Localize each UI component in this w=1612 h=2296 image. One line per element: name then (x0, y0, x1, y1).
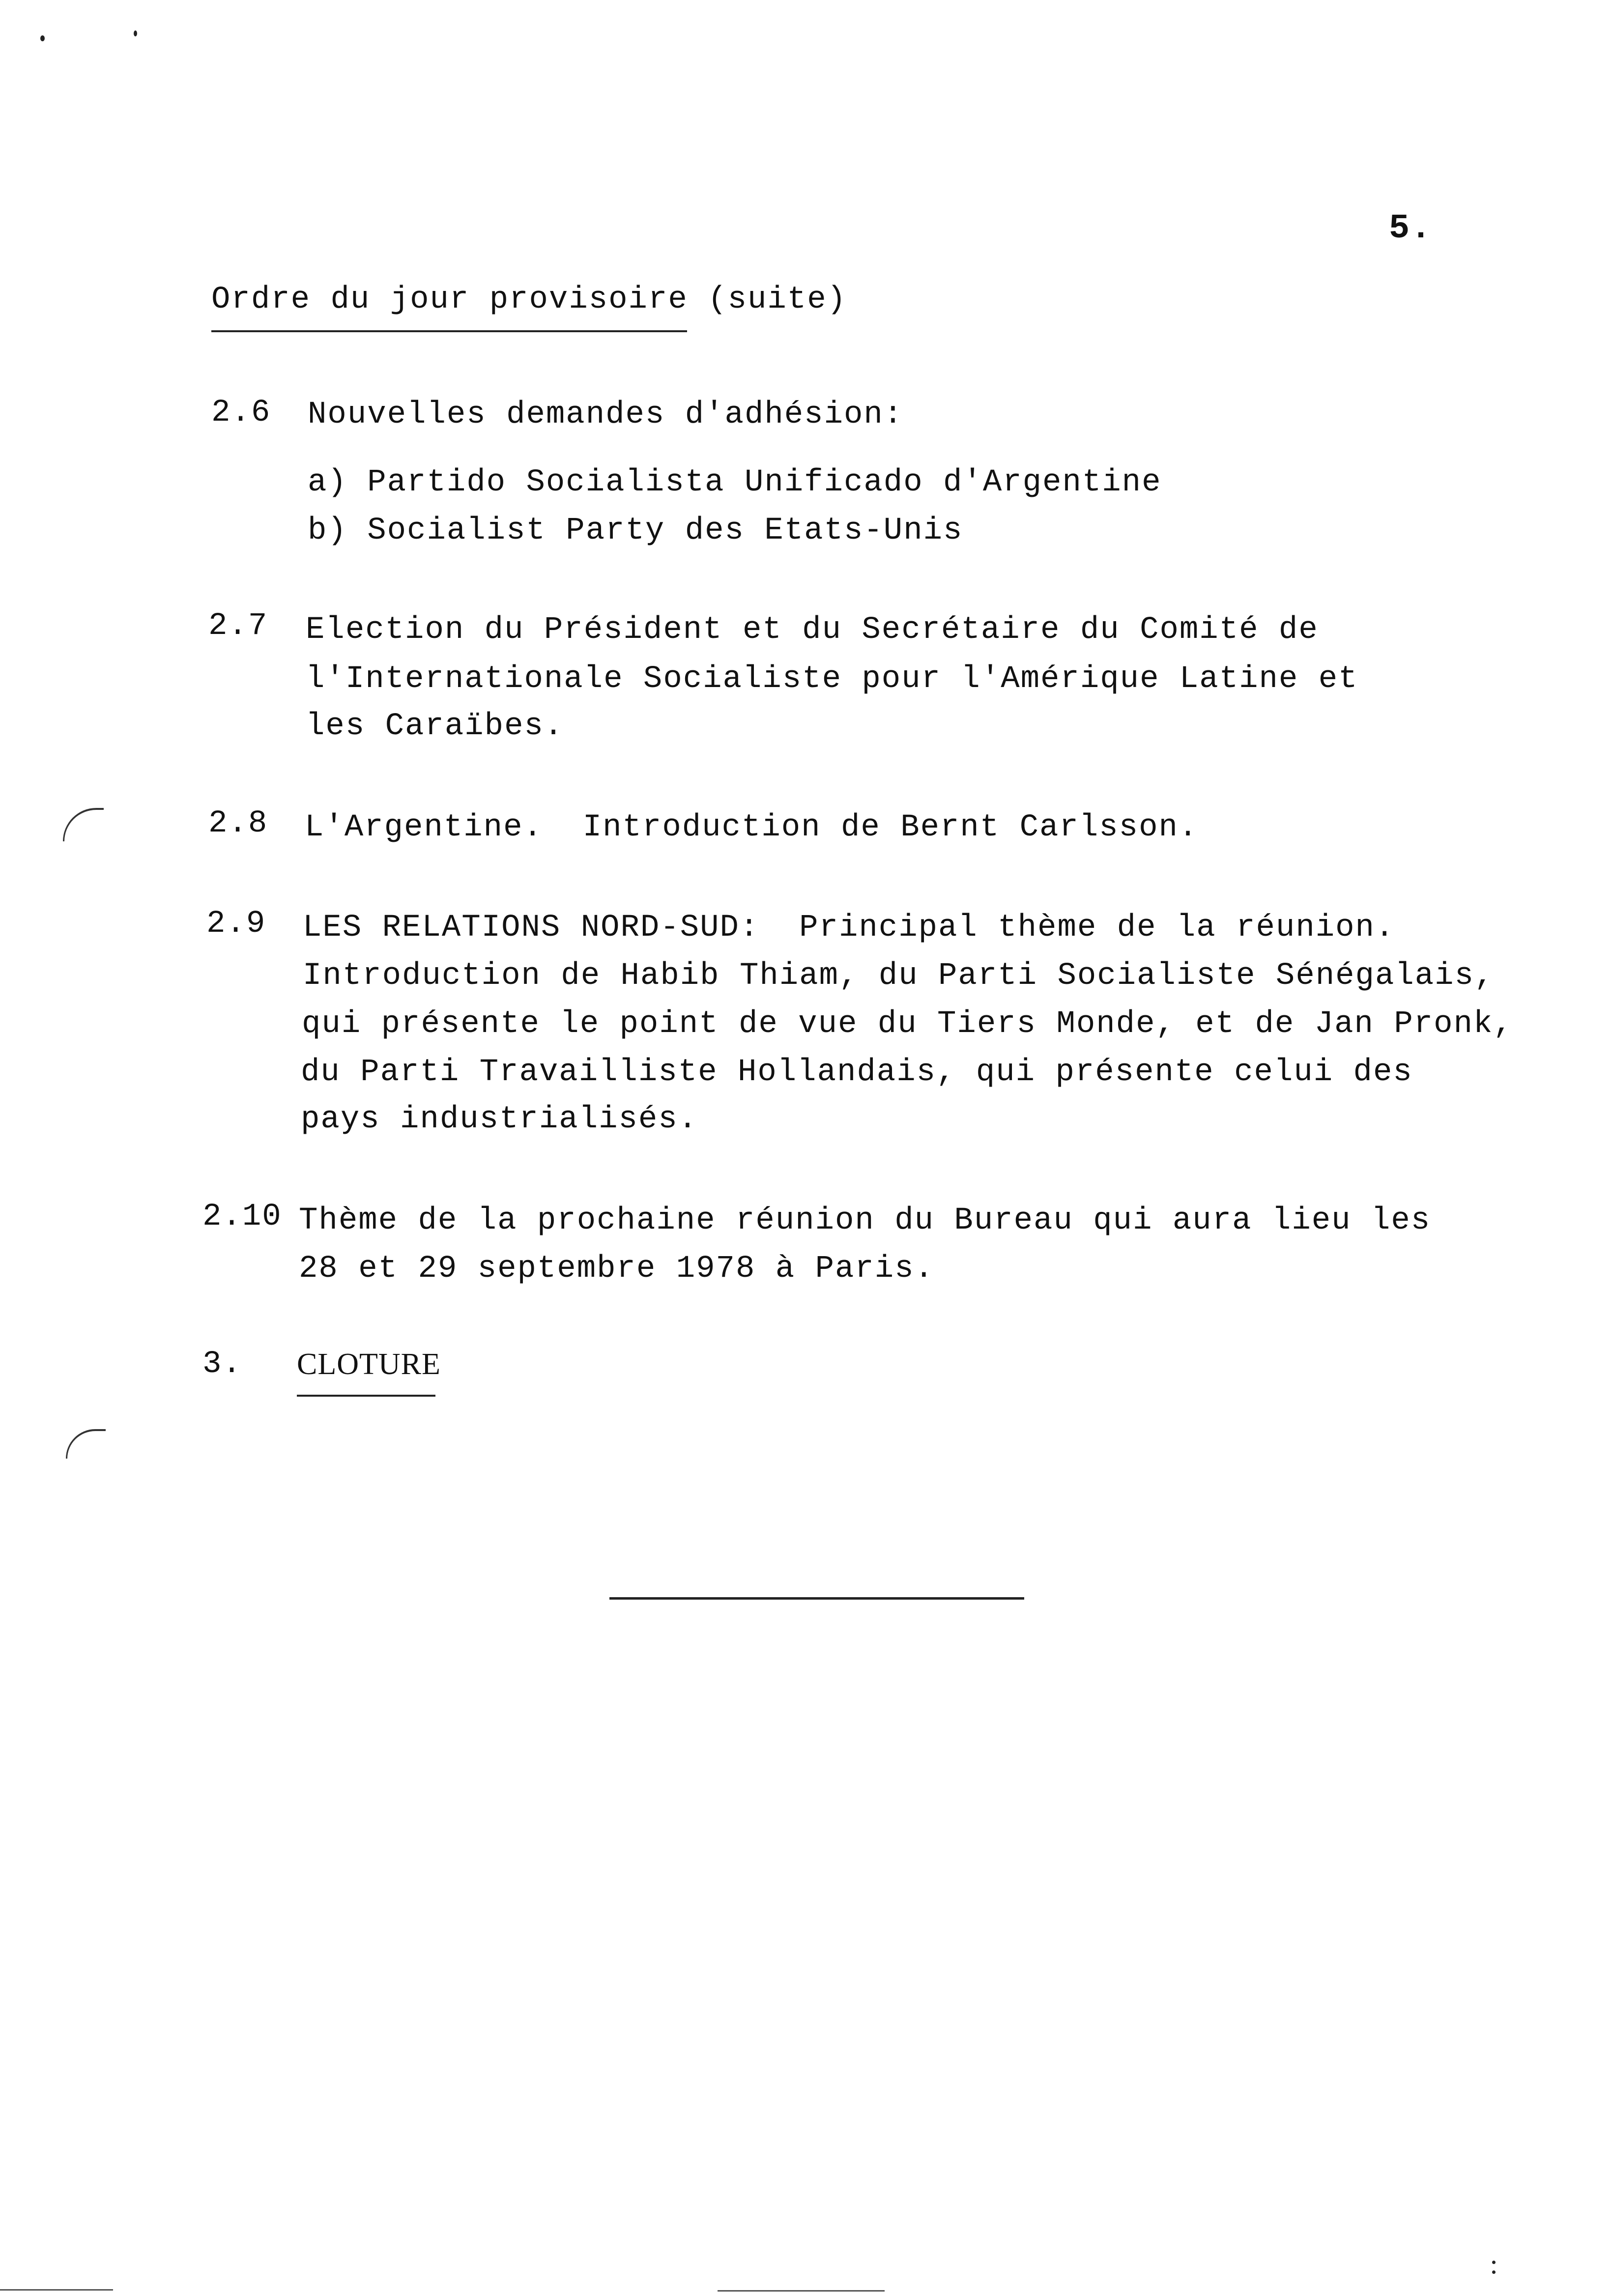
item-text: du Parti Travailliste Hollandais, qui présente celui des (301, 1055, 1413, 1090)
heading-underline (211, 330, 687, 332)
item-text: 28 et 29 septembre 1978 à Paris. (299, 1251, 934, 1287)
scan-mark (134, 30, 137, 36)
item-text: Election du Président et du Secrétaire du Comité de (306, 612, 1319, 648)
item-text: L'Argentine. Introduction de Bernt Carlsson. (305, 810, 1199, 845)
scan-edge (0, 2289, 113, 2291)
item-text: qui présente le point de vue du Tiers Monde, et de Jan Pronk, (302, 1006, 1513, 1042)
cloture-underline (297, 1395, 435, 1397)
item-number: 2.7 (208, 608, 268, 644)
item-text: les Caraïbes. (306, 709, 564, 744)
page-title: Ordre du jour provisoire (suite) (211, 282, 847, 317)
scan-mark (1492, 2270, 1496, 2274)
closing-rule (609, 1597, 1024, 1600)
scan-edge (718, 2290, 885, 2292)
page-number: 5. (1389, 209, 1433, 248)
item-text: CLOTURE (297, 1348, 441, 1381)
item-text: Thème de la prochaine réunion du Bureau qui aura lieu les (299, 1203, 1431, 1238)
item-text: pays industrialisés. (301, 1102, 698, 1137)
item-number: 2.10 (202, 1199, 282, 1234)
sub-item: a) Partido Socialista Unificado d'Argentine (308, 465, 1162, 500)
item-number: 2.6 (211, 395, 271, 430)
item-number: 2.9 (206, 906, 266, 942)
scan-mark (40, 35, 45, 41)
item-number: 2.8 (208, 806, 268, 841)
item-text: LES RELATIONS NORD-SUD: Principal thème de la réunion. (303, 910, 1395, 946)
item-text: Nouvelles demandes d'adhésion: (308, 397, 904, 432)
item-number: 3. (202, 1347, 242, 1382)
item-text: l'Internationale Socialiste pour l'Amérique Latine et (306, 661, 1358, 697)
margin-mark (63, 808, 104, 841)
item-text: Introduction de Habib Thiam, du Parti Socialiste Sénégalais, (303, 958, 1495, 994)
margin-mark (66, 1429, 106, 1459)
scan-mark (1492, 2261, 1496, 2264)
sub-item: b) Socialist Party des Etats-Unis (308, 513, 963, 548)
